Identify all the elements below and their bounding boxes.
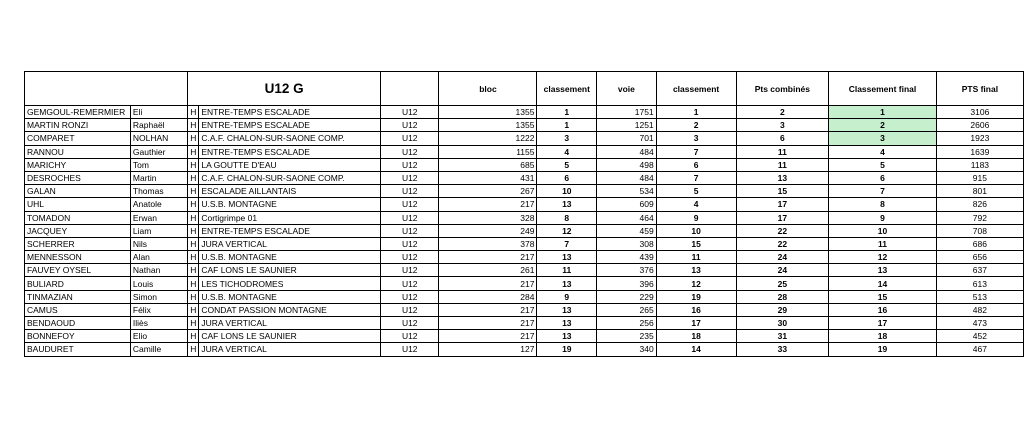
club-name: JURA VERTICAL <box>199 317 381 330</box>
combined-points: 3 <box>736 119 829 132</box>
bloc-score: 217 <box>439 303 537 316</box>
athlete-last-name: FAUVEY OYSEL <box>25 264 131 277</box>
bloc-score: 685 <box>439 158 537 171</box>
final-points: 513 <box>936 290 1023 303</box>
final-rank: 12 <box>829 251 937 264</box>
results-table <box>24 71 1024 357</box>
club-name: ENTRE-TEMPS ESCALADE <box>199 145 381 158</box>
club-name: ESCALADE AILLANTAIS <box>199 185 381 198</box>
combined-points: 30 <box>736 317 829 330</box>
bloc-score: 127 <box>439 343 537 356</box>
voie-score: 229 <box>597 290 657 303</box>
bloc-score: 217 <box>439 198 537 211</box>
header-cat <box>381 72 439 106</box>
voie-rank: 7 <box>656 171 736 184</box>
combined-points: 24 <box>736 251 829 264</box>
table-row <box>25 343 1024 356</box>
athlete-first-name: Martin <box>130 171 187 184</box>
bloc-rank: 1 <box>537 119 597 132</box>
table-row <box>25 264 1024 277</box>
final-points: 482 <box>936 303 1023 316</box>
athlete-first-name: Nils <box>130 237 187 250</box>
final-rank: 17 <box>829 317 937 330</box>
bloc-score: 378 <box>439 237 537 250</box>
final-points: 637 <box>936 264 1023 277</box>
final-rank: 16 <box>829 303 937 316</box>
bloc-rank: 11 <box>537 264 597 277</box>
bloc-score: 217 <box>439 251 537 264</box>
table-row <box>25 119 1024 132</box>
bloc-rank: 10 <box>537 185 597 198</box>
category: U12 <box>381 211 439 224</box>
athlete-last-name: MARICHY <box>25 158 131 171</box>
voie-score: 459 <box>597 224 657 237</box>
athlete-last-name: TINMAZIAN <box>25 290 131 303</box>
combined-points: 17 <box>736 198 829 211</box>
bloc-rank: 19 <box>537 343 597 356</box>
voie-score: 235 <box>597 330 657 343</box>
club-name: U.S.B. MONTAGNE <box>199 198 381 211</box>
bloc-score: 328 <box>439 211 537 224</box>
athlete-first-name: NOLHAN <box>130 132 187 145</box>
voie-score: 484 <box>597 171 657 184</box>
bloc-rank: 13 <box>537 330 597 343</box>
athlete-first-name: Anatole <box>130 198 187 211</box>
table-row <box>25 317 1024 330</box>
athlete-sex: H <box>188 290 199 303</box>
final-rank: 5 <box>829 158 937 171</box>
final-points: 686 <box>936 237 1023 250</box>
final-points: 2606 <box>936 119 1023 132</box>
table-row <box>25 237 1024 250</box>
bloc-rank: 13 <box>537 251 597 264</box>
voie-score: 396 <box>597 277 657 290</box>
header-voie: voie <box>597 72 657 106</box>
table-row <box>25 145 1024 158</box>
final-points: 792 <box>936 211 1023 224</box>
category: U12 <box>381 277 439 290</box>
final-points: 3106 <box>936 106 1023 119</box>
final-points: 656 <box>936 251 1023 264</box>
final-rank: 14 <box>829 277 937 290</box>
combined-points: 13 <box>736 171 829 184</box>
final-points: 467 <box>936 343 1023 356</box>
athlete-last-name: BAUDURET <box>25 343 131 356</box>
category: U12 <box>381 171 439 184</box>
bloc-score: 1222 <box>439 132 537 145</box>
bloc-rank: 13 <box>537 277 597 290</box>
category: U12 <box>381 198 439 211</box>
bloc-score: 217 <box>439 330 537 343</box>
bloc-score: 267 <box>439 185 537 198</box>
athlete-first-name: Camille <box>130 343 187 356</box>
header-pts-combines: Pts combinés <box>736 72 829 106</box>
category: U12 <box>381 264 439 277</box>
club-name: LES TICHODROMES <box>199 277 381 290</box>
athlete-sex: H <box>188 277 199 290</box>
combined-points: 24 <box>736 264 829 277</box>
club-name: ENTRE-TEMPS ESCALADE <box>199 119 381 132</box>
bloc-score: 249 <box>439 224 537 237</box>
bloc-score: 217 <box>439 317 537 330</box>
athlete-first-name: Louis <box>130 277 187 290</box>
bloc-score: 261 <box>439 264 537 277</box>
voie-rank: 13 <box>656 264 736 277</box>
category: U12 <box>381 106 439 119</box>
club-name: Cortigrimpe 01 <box>199 211 381 224</box>
final-rank: 2 <box>829 119 937 132</box>
athlete-sex: H <box>188 317 199 330</box>
category: U12 <box>381 251 439 264</box>
athlete-sex: H <box>188 330 199 343</box>
voie-score: 534 <box>597 185 657 198</box>
combined-points: 28 <box>736 290 829 303</box>
voie-score: 609 <box>597 198 657 211</box>
voie-score: 308 <box>597 237 657 250</box>
club-name: ENTRE-TEMPS ESCALADE <box>199 224 381 237</box>
table-row <box>25 251 1024 264</box>
club-name: CONDAT PASSION MONTAGNE <box>199 303 381 316</box>
athlete-sex: H <box>188 303 199 316</box>
voie-score: 340 <box>597 343 657 356</box>
final-points: 452 <box>936 330 1023 343</box>
athlete-sex: H <box>188 198 199 211</box>
club-name: JURA VERTICAL <box>199 237 381 250</box>
athlete-sex: H <box>188 158 199 171</box>
voie-score: 498 <box>597 158 657 171</box>
table-row <box>25 211 1024 224</box>
athlete-sex: H <box>188 132 199 145</box>
table-row <box>25 277 1024 290</box>
bloc-rank: 13 <box>537 317 597 330</box>
athlete-sex: H <box>188 119 199 132</box>
bloc-rank: 13 <box>537 303 597 316</box>
athlete-sex: H <box>188 237 199 250</box>
athlete-first-name: Gauthier <box>130 145 187 158</box>
bloc-score: 284 <box>439 290 537 303</box>
club-name: U.S.B. MONTAGNE <box>199 251 381 264</box>
combined-points: 25 <box>736 277 829 290</box>
club-name: CAF LONS LE SAUNIER <box>199 264 381 277</box>
combined-points: 15 <box>736 185 829 198</box>
athlete-sex: H <box>188 106 199 119</box>
bloc-rank: 6 <box>537 171 597 184</box>
athlete-last-name: BENDAOUD <box>25 317 131 330</box>
combined-points: 33 <box>736 343 829 356</box>
voie-rank: 15 <box>656 237 736 250</box>
bloc-rank: 3 <box>537 132 597 145</box>
voie-score: 256 <box>597 317 657 330</box>
voie-rank: 1 <box>656 106 736 119</box>
athlete-first-name: Iliès <box>130 317 187 330</box>
category: U12 <box>381 158 439 171</box>
table-row <box>25 171 1024 184</box>
club-name: U.S.B. MONTAGNE <box>199 290 381 303</box>
athlete-last-name: MENNESSON <box>25 251 131 264</box>
athlete-sex: H <box>188 224 199 237</box>
athlete-first-name: Tom <box>130 158 187 171</box>
header-pts-final: PTS final <box>936 72 1023 106</box>
voie-rank: 19 <box>656 290 736 303</box>
athlete-sex: H <box>188 343 199 356</box>
voie-rank: 5 <box>656 185 736 198</box>
final-rank: 4 <box>829 145 937 158</box>
voie-rank: 6 <box>656 158 736 171</box>
athlete-first-name: Thomas <box>130 185 187 198</box>
category-title: U12 G <box>188 72 381 106</box>
final-points: 708 <box>936 224 1023 237</box>
athlete-first-name: Liam <box>130 224 187 237</box>
bloc-rank: 13 <box>537 198 597 211</box>
club-name: C.A.F. CHALON-SUR-SAONE COMP. <box>199 171 381 184</box>
bloc-score: 217 <box>439 277 537 290</box>
club-name: JURA VERTICAL <box>199 343 381 356</box>
final-rank: 9 <box>829 211 937 224</box>
table-row <box>25 290 1024 303</box>
combined-points: 31 <box>736 330 829 343</box>
final-rank: 13 <box>829 264 937 277</box>
final-rank: 11 <box>829 237 937 250</box>
voie-score: 265 <box>597 303 657 316</box>
header-row <box>25 72 1024 106</box>
final-points: 1183 <box>936 158 1023 171</box>
combined-points: 2 <box>736 106 829 119</box>
table-row <box>25 330 1024 343</box>
table-row <box>25 303 1024 316</box>
athlete-first-name: Erwan <box>130 211 187 224</box>
category: U12 <box>381 145 439 158</box>
final-points: 801 <box>936 185 1023 198</box>
combined-points: 11 <box>736 158 829 171</box>
bloc-rank: 1 <box>537 106 597 119</box>
bloc-rank: 12 <box>537 224 597 237</box>
athlete-first-name: Simon <box>130 290 187 303</box>
voie-rank: 16 <box>656 303 736 316</box>
athlete-last-name: DESROCHES <box>25 171 131 184</box>
voie-rank: 11 <box>656 251 736 264</box>
combined-points: 11 <box>736 145 829 158</box>
athlete-first-name: Nathan <box>130 264 187 277</box>
athlete-sex: H <box>188 145 199 158</box>
voie-rank: 2 <box>656 119 736 132</box>
final-rank: 1 <box>829 106 937 119</box>
athlete-sex: H <box>188 264 199 277</box>
category: U12 <box>381 303 439 316</box>
table-row <box>25 106 1024 119</box>
athlete-sex: H <box>188 251 199 264</box>
bloc-score: 1155 <box>439 145 537 158</box>
bloc-score: 1355 <box>439 119 537 132</box>
athlete-last-name: TOMADON <box>25 211 131 224</box>
bloc-rank: 7 <box>537 237 597 250</box>
combined-points: 22 <box>736 237 829 250</box>
combined-points: 22 <box>736 224 829 237</box>
category: U12 <box>381 185 439 198</box>
voie-rank: 4 <box>656 198 736 211</box>
table-row <box>25 198 1024 211</box>
athlete-first-name: Eli <box>130 106 187 119</box>
voie-rank: 12 <box>656 277 736 290</box>
voie-rank: 7 <box>656 145 736 158</box>
header-classement-final: Classement final <box>829 72 937 106</box>
athlete-last-name: UHL <box>25 198 131 211</box>
category: U12 <box>381 224 439 237</box>
athlete-sex: H <box>188 171 199 184</box>
category: U12 <box>381 132 439 145</box>
athlete-last-name: BONNEFOY <box>25 330 131 343</box>
voie-score: 376 <box>597 264 657 277</box>
table-row <box>25 132 1024 145</box>
final-rank: 6 <box>829 171 937 184</box>
club-name: C.A.F. CHALON-SUR-SAONE COMP. <box>199 132 381 145</box>
bloc-rank: 8 <box>537 211 597 224</box>
bloc-rank: 9 <box>537 290 597 303</box>
final-rank: 3 <box>829 132 937 145</box>
bloc-score: 431 <box>439 171 537 184</box>
combined-points: 17 <box>736 211 829 224</box>
athlete-last-name: RANNOU <box>25 145 131 158</box>
athlete-last-name: MARTIN RONZI <box>25 119 131 132</box>
bloc-rank: 4 <box>537 145 597 158</box>
category: U12 <box>381 119 439 132</box>
category: U12 <box>381 343 439 356</box>
final-rank: 15 <box>829 290 937 303</box>
bloc-score: 1355 <box>439 106 537 119</box>
final-rank: 18 <box>829 330 937 343</box>
athlete-last-name: COMPARET <box>25 132 131 145</box>
final-points: 473 <box>936 317 1023 330</box>
athlete-last-name: SCHERRER <box>25 237 131 250</box>
final-points: 826 <box>936 198 1023 211</box>
voie-rank: 18 <box>656 330 736 343</box>
athlete-last-name: GEMGOUL-REMERMIER <box>25 106 131 119</box>
athlete-last-name: JACQUEY <box>25 224 131 237</box>
voie-score: 701 <box>597 132 657 145</box>
athlete-last-name: GALAN <box>25 185 131 198</box>
header-classement-bloc: classement <box>537 72 597 106</box>
combined-points: 6 <box>736 132 829 145</box>
final-points: 1639 <box>936 145 1023 158</box>
club-name: CAF LONS LE SAUNIER <box>199 330 381 343</box>
final-points: 1923 <box>936 132 1023 145</box>
category: U12 <box>381 330 439 343</box>
category: U12 <box>381 290 439 303</box>
category: U12 <box>381 237 439 250</box>
voie-rank: 14 <box>656 343 736 356</box>
voie-rank: 10 <box>656 224 736 237</box>
header-blank <box>25 72 188 106</box>
final-rank: 8 <box>829 198 937 211</box>
final-rank: 7 <box>829 185 937 198</box>
athlete-first-name: Alan <box>130 251 187 264</box>
voie-score: 464 <box>597 211 657 224</box>
table-row <box>25 158 1024 171</box>
athlete-sex: H <box>188 211 199 224</box>
bloc-rank: 5 <box>537 158 597 171</box>
athlete-last-name: BULIARD <box>25 277 131 290</box>
combined-points: 29 <box>736 303 829 316</box>
athlete-last-name: CAMUS <box>25 303 131 316</box>
voie-rank: 3 <box>656 132 736 145</box>
voie-rank: 9 <box>656 211 736 224</box>
voie-score: 484 <box>597 145 657 158</box>
header-bloc: bloc <box>439 72 537 106</box>
final-rank: 10 <box>829 224 937 237</box>
voie-score: 1751 <box>597 106 657 119</box>
table-row <box>25 185 1024 198</box>
voie-score: 1251 <box>597 119 657 132</box>
athlete-first-name: Raphaël <box>130 119 187 132</box>
category: U12 <box>381 317 439 330</box>
club-name: LA GOUTTE D'EAU <box>199 158 381 171</box>
athlete-first-name: Félix <box>130 303 187 316</box>
voie-rank: 17 <box>656 317 736 330</box>
final-rank: 19 <box>829 343 937 356</box>
final-points: 915 <box>936 171 1023 184</box>
athlete-sex: H <box>188 185 199 198</box>
header-classement-voie: classement <box>656 72 736 106</box>
table-row <box>25 224 1024 237</box>
athlete-first-name: Elio <box>130 330 187 343</box>
voie-score: 439 <box>597 251 657 264</box>
club-name: ENTRE-TEMPS ESCALADE <box>199 106 381 119</box>
final-points: 613 <box>936 277 1023 290</box>
